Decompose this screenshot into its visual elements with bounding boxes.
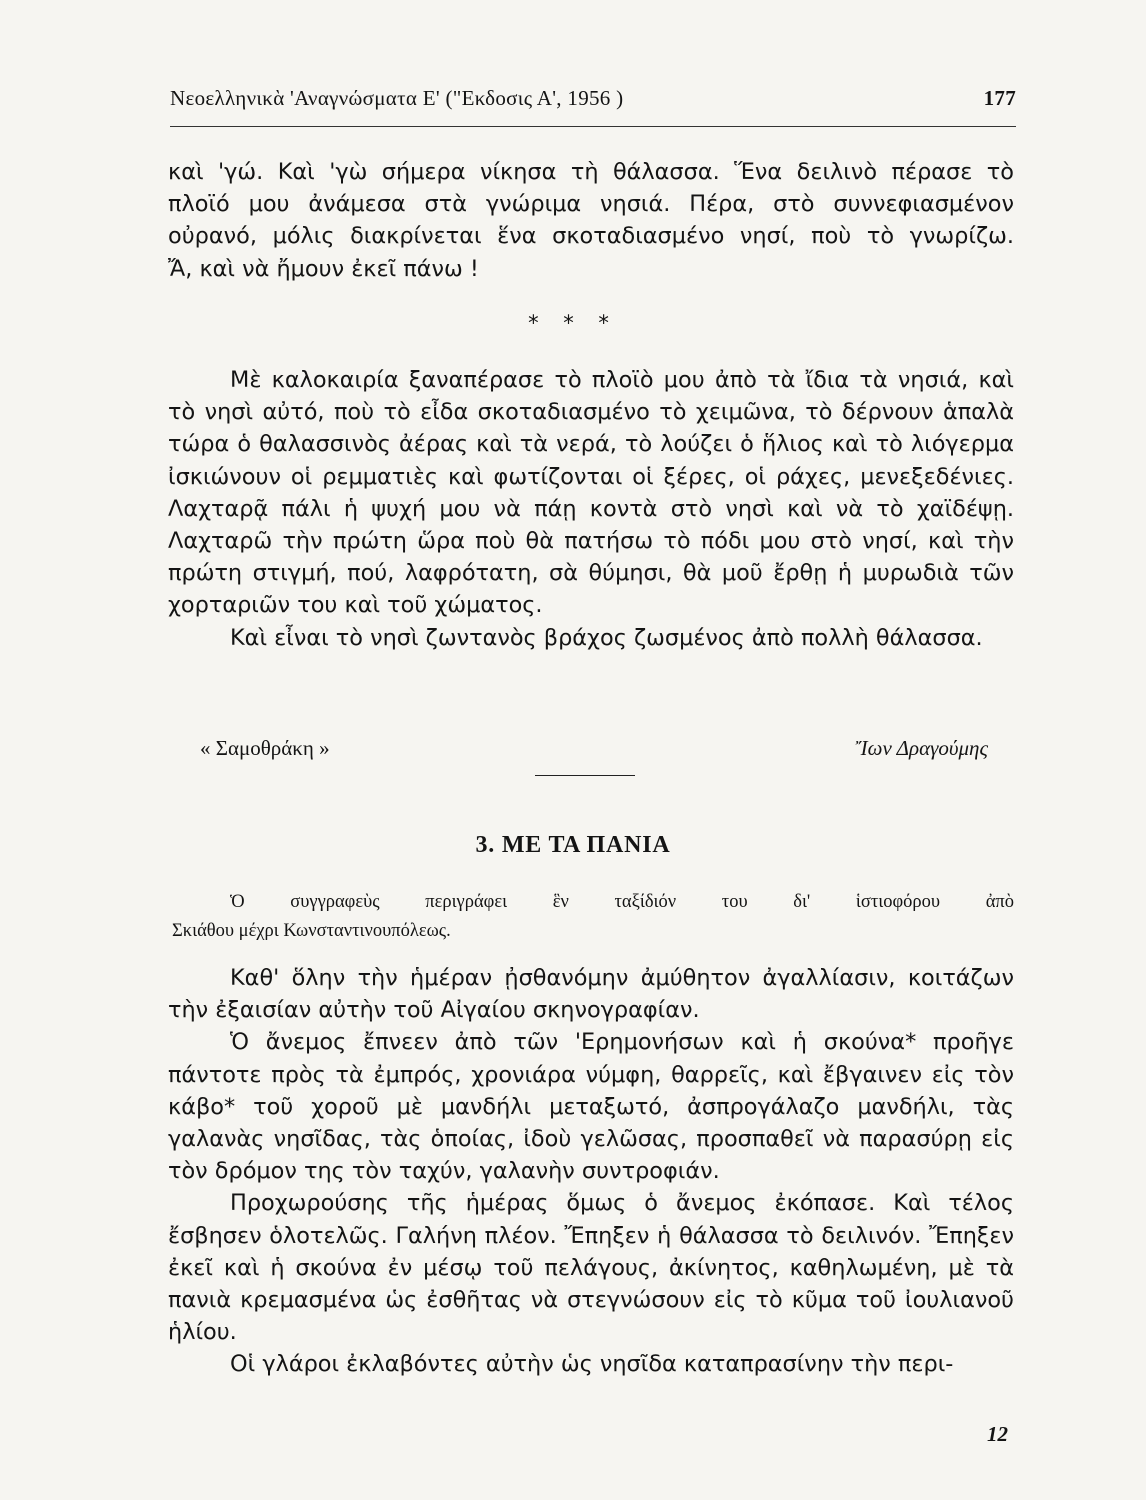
running-header xyxy=(170,86,1016,111)
source-title: « Σαμοθράκη » xyxy=(200,736,330,760)
intro-line: Σκιάθου μέχρι Κωνσταντινουπόλεως. xyxy=(172,921,451,941)
paragraph: Προχωρούσης τῆς ἡμέρας ὅμως ὁ ἄνεμος ἐκόπασε. Καὶ τέλος ἔσβησεν ὁλοτελῶς. Γαλήνη πλέον. Ἔπηξεν ἡ θάλασσα τὸ δειλινόν. Ἔπηξεν ἐκεῖ καὶ ἡ σκούνα ἐν μέσῳ τοῦ πελάγους, ἀκίνητος, καθηλωμένη, μὲ τὰ πανιὰ κρεμασμένα ὡς ἐσθῆτας νὰ στεγνώσουν εἰς τὸ κῦμα τοῦ ἰουλιανοῦ ἡλίου. xyxy=(168,1190,1014,1346)
paragraph: Καθ' ὅλην τὴν ἡμέραν ᾐσθανόμην ἀμύθητον ἀγαλλίασιν, κοιτάζων τὴν ἐξαισίαν αὐτὴν τοῦ Αἰγαίου σκηνογραφίαν. xyxy=(168,965,1014,1024)
paragraph: Καὶ εἶναι τὸ νησὶ ζωντανὸς βράχος ζωσμένος ἀπὸ πολλὴ θάλασσα. xyxy=(230,624,983,651)
text-line: Ἄ, καὶ νὰ ἤμουν ἐκεῖ πάνω ! xyxy=(168,255,479,282)
text-line: πλοϊό μου ἀνάμεσα στὰ γνώριμα νησιά. Πέρα, στὸ συννεφιασμένον xyxy=(168,191,1014,218)
separator-rule xyxy=(535,775,635,776)
header-rule xyxy=(170,126,1016,127)
section-intro xyxy=(172,888,1014,946)
text-line: καὶ 'γώ. Καὶ 'γὼ σήμερα νίκησα τὴ θάλασσα. Ἕνα δειλινὸ πέρασε τὸ xyxy=(168,159,1014,185)
page-number: 177 xyxy=(983,86,1016,110)
author-name: Ἴων Δραγούμης xyxy=(855,736,988,760)
section-break-stars: * * * xyxy=(528,311,618,335)
paragraph: Οἱ γλάροι ἐκλαβόντες αὐτὴν ὡς νησῖδα καταπρασίνην τὴν περι- xyxy=(230,1351,954,1378)
signature-number: 12 xyxy=(987,1422,1008,1446)
paragraph: Ὁ ἄνεμος ἔπνεεν ἀπὸ τῶν 'Ερημονήσων καὶ ἡ σκούνα* προῆγε πάντοτε πρὸς τὰ ἐμπρός, χρονιάρα νύμφη, θαρρεῖς, καὶ ἔβγαινεν εἰς τὸν κάβο* τοῦ χοροῦ μὲ μανδήλι μεταξωτό, ἀσπρογάλαζο μανδήλι, τὰς γαλανὰς νησῖδας, τὰς ὁποίας, ἰδοὺ γελῶσας, προσπαθεῖ νὰ παρασύρῃ εἰς τὸν δρόμον της τὸν ταχύν, γαλανὴν συντροφιάν. xyxy=(168,1029,1014,1185)
paragraph: Μὲ καλοκαιρία ξαναπέρασε τὸ πλοϊὸ μου ἀπὸ τὰ ἴδια τὰ νησιά, καὶ τὸ νησὶ αὐτό, ποὺ τὸ εἶδα σκοταδιασμένο τὸ χειμῶνα, τὸ δέρνουν ἁπαλὰ τώρα ὁ θαλασσινὸς ἀέρας καὶ τὰ νερά, τὸ λούζει ὁ ἥλιος καὶ τὸ λιόγερμα ἰσκιώνουν οἱ ρεμματιὲς καὶ φωτίζονται οἱ ξέρες, οἱ ράχες, μενεξεδένιες. Λαχταρᾷ πάλι ἡ ψυχή μου νὰ πάῃ κοντὰ στὸ νησὶ καὶ νὰ τὸ χαϊδέψῃ. Λαχταρῶ τὴν πρώτη ὥρα ποὺ θὰ πατήσω τὸ πόδι μου στὸ νησί, καὶ τὴν πρώτη στιγμή, πού, λαφρότατη, σὰ θύμησι, θὰ μοῦ ἔρθῃ ἡ μυρωδιὰ τῶν χορταριῶν του καὶ τοῦ χώματος. xyxy=(168,367,1014,619)
intro-line: Ὁ συγγραφεὺς περιγράφει ἓν ταξίδιόν του δι' ἱστιοφόρου ἀπὸ xyxy=(230,892,1014,912)
prose-part2 xyxy=(168,364,1014,654)
running-title: Νεοελληνικὰ 'Αναγνώσματα Ε' ("Εκδοσις Α', 1956 ) xyxy=(170,86,624,110)
poem-prose-part1 xyxy=(168,156,1014,285)
prose-part3 xyxy=(168,962,1014,1381)
section-title: 3. ΜΕ ΤΑ ΠΑΝΙΑ xyxy=(475,832,671,858)
text-line: οὐρανό, μόλις διακρίνεται ἕνα σκοταδιασμένο νησί, ποὺ τὸ γνωρίζω. xyxy=(168,223,1014,250)
